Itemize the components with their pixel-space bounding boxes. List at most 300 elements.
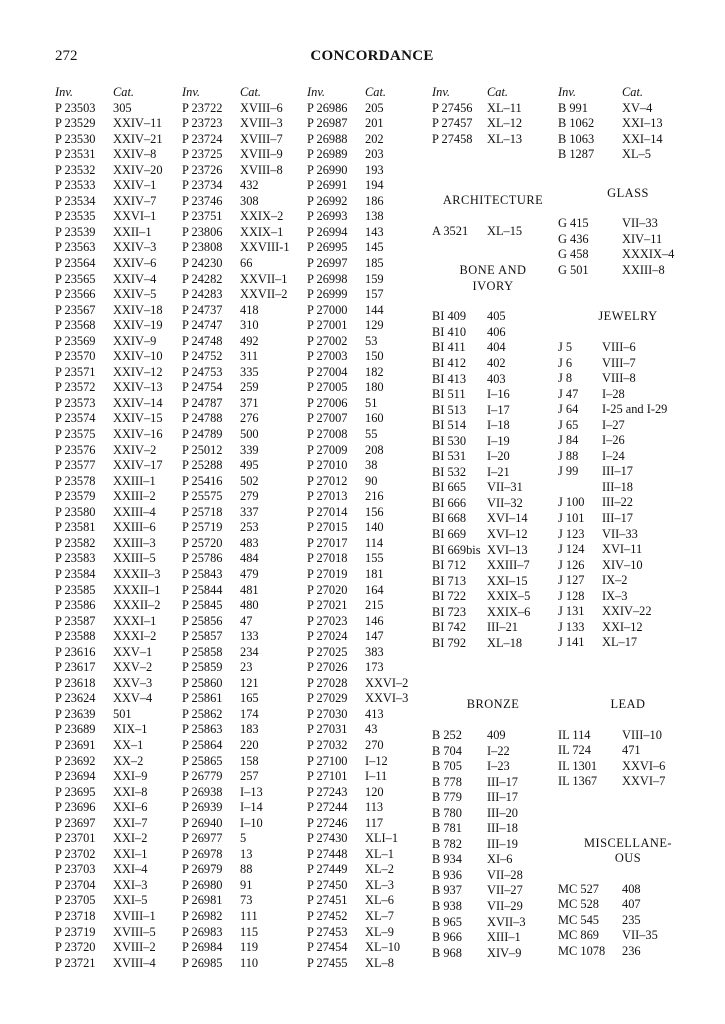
inventory-number: P 27025 <box>307 644 348 659</box>
inventory-number: P 27019 <box>307 566 348 581</box>
catalogue-number: XXXII–2 <box>113 598 161 613</box>
inventory-number: BI 712 <box>432 558 467 573</box>
concordance-row <box>432 496 554 512</box>
inventory-number: P 24283 <box>182 287 223 302</box>
catalogue-number: 310 <box>240 318 259 333</box>
catalogue-number: 335 <box>240 364 259 379</box>
inventory-number: P 27450 <box>307 877 348 892</box>
catalogue-number: XXI–12 <box>602 619 643 634</box>
catalogue-number: 182 <box>365 364 384 379</box>
inventory-number: J 126 <box>558 557 585 572</box>
catalogue-number: 404 <box>487 340 506 355</box>
inventory-number: P 23616 <box>55 644 96 659</box>
inventory-number: P 23566 <box>55 287 96 302</box>
catalogue-number: XXIII–8 <box>622 262 665 277</box>
column-4 <box>432 85 554 961</box>
catalogue-number: 159 <box>365 271 384 286</box>
inventory-number: P 27017 <box>307 535 348 550</box>
inventory-number: P 26938 <box>182 784 223 799</box>
concordance-row <box>307 380 429 396</box>
inventory-number: P 23570 <box>55 349 96 364</box>
inventory-number: P 23618 <box>55 675 96 690</box>
inventory-number: P 25864 <box>182 737 223 752</box>
inventory-number: P 25288 <box>182 458 223 473</box>
inventory-number: MC 1078 <box>558 943 606 958</box>
inventory-number: BI 666 <box>432 495 467 510</box>
inventory-number: B 781 <box>432 821 462 836</box>
concordance-row <box>182 411 304 427</box>
catalogue-number: XL–13 <box>487 131 523 146</box>
inventory-number: P 27452 <box>307 908 348 923</box>
catalogue-number: XVIII–6 <box>240 100 283 115</box>
inventory-number: B 1287 <box>558 147 595 162</box>
catalogue-number: VII–33 <box>602 526 638 541</box>
concordance-row <box>55 629 180 645</box>
concordance-row <box>55 474 180 490</box>
catalogue-number: XXIV–9 <box>113 333 157 348</box>
inventory-number: P 26980 <box>182 877 223 892</box>
inventory-number: P 23704 <box>55 877 96 892</box>
catalogue-number: VII–33 <box>622 216 658 231</box>
concordance-row <box>307 614 429 630</box>
catalogue-number: 501 <box>113 706 132 721</box>
concordance-row <box>182 956 304 972</box>
concordance-row <box>432 558 554 574</box>
catalogue-number: XXIII–7 <box>487 558 530 573</box>
catalogue-number: 23 <box>240 660 253 675</box>
concordance-row <box>307 536 429 552</box>
concordance-row <box>307 303 429 319</box>
catalogue-number: 110 <box>240 955 259 970</box>
catalogue-number: 55 <box>365 427 378 442</box>
inventory-number: B 705 <box>432 759 462 774</box>
inventory-number: P 25865 <box>182 753 223 768</box>
concordance-row <box>182 567 304 583</box>
catalogue-number: XXVII–2 <box>240 287 288 302</box>
catalogue-number: VIII–6 <box>602 340 636 355</box>
catalogue-number: 383 <box>365 644 384 659</box>
inventory-number: P 25863 <box>182 722 223 737</box>
catalogue-number: XXIV–6 <box>113 256 157 271</box>
catalogue-number: 481 <box>240 582 259 597</box>
concordance-row <box>182 520 304 536</box>
catalogue-number: XXVI–2 <box>365 675 409 690</box>
inventory-number: G 501 <box>558 262 589 277</box>
catalogue-number: 409 <box>487 727 506 742</box>
page-header <box>55 48 689 70</box>
inventory-number: BI 409 <box>432 309 467 324</box>
concordance-row <box>432 309 554 325</box>
catalogue-number: 492 <box>240 333 259 348</box>
inventory-number: P 23577 <box>55 458 96 473</box>
inventory-number: J 131 <box>558 604 585 619</box>
catalogue-number: 402 <box>487 356 506 371</box>
concordance-row <box>307 754 429 770</box>
inventory-number: P 27024 <box>307 629 348 644</box>
inventory-number: IL 724 <box>558 743 591 758</box>
inventory-number: P 27000 <box>307 302 348 317</box>
concordance-row <box>182 334 304 350</box>
inventory-number: P 23701 <box>55 831 96 846</box>
inventory-number: P 27005 <box>307 380 348 395</box>
concordance-row <box>182 691 304 707</box>
catalogue-number: 73 <box>240 893 253 908</box>
catalogue-number: I–20 <box>487 449 510 464</box>
inventory-number: P 23692 <box>55 753 96 768</box>
concordance-row <box>55 691 180 707</box>
concordance-row <box>558 913 698 929</box>
catalogue-number: XL–17 <box>602 635 638 650</box>
inventory-number: G 458 <box>558 247 589 262</box>
catalogue-number: XL–8 <box>365 955 394 970</box>
inventory-number: P 23580 <box>55 504 96 519</box>
concordance-row <box>182 303 304 319</box>
catalogue-number: XXVII–1 <box>240 271 288 286</box>
concordance-row <box>307 785 429 801</box>
inventory-number: P 26993 <box>307 209 348 224</box>
concordance-row <box>55 147 180 163</box>
concordance-row <box>55 489 180 505</box>
catalogue-number: XIX–1 <box>113 722 148 737</box>
inventory-number: P 23694 <box>55 769 96 784</box>
catalogue-number: I–23 <box>487 759 510 774</box>
inventory-number: B 779 <box>432 790 462 805</box>
catalogue-number: 146 <box>365 613 384 628</box>
catalogue-number: XXIV–15 <box>113 411 163 426</box>
catalogue-number: VII–27 <box>487 883 523 898</box>
inventory-number: J 123 <box>558 526 585 541</box>
inventory-number: P 25575 <box>182 489 223 504</box>
inventory-number: BI 412 <box>432 356 467 371</box>
concordance-row <box>307 940 429 956</box>
inventory-number: P 24747 <box>182 318 223 333</box>
concordance-row <box>182 380 304 396</box>
column-5 <box>558 85 698 960</box>
inventory-number: P 23806 <box>182 224 223 239</box>
inventory-number: P 23531 <box>55 147 96 162</box>
catalogue-number: XXV–3 <box>113 675 153 690</box>
concordance-row <box>558 604 698 620</box>
inventory-number: B 780 <box>432 805 462 820</box>
concordance-row <box>432 101 554 117</box>
catalogue-number: 117 <box>365 815 384 830</box>
concordance-row <box>307 583 429 599</box>
catalogue-number: 90 <box>365 473 378 488</box>
concordance-row <box>55 878 180 894</box>
catalogue-number: 138 <box>365 209 384 224</box>
concordance-row <box>55 443 180 459</box>
catalogue-number: 432 <box>240 178 259 193</box>
inventory-number: P 27023 <box>307 613 348 628</box>
catalogue-number: 115 <box>240 924 259 939</box>
concordance-row <box>432 915 554 931</box>
concordance-row <box>182 163 304 179</box>
catalogue-number: XXIV–18 <box>113 302 163 317</box>
concordance-row <box>182 349 304 365</box>
inventory-number: P 24282 <box>182 271 223 286</box>
catalogue-number: VII–32 <box>487 495 523 510</box>
concordance-row <box>307 489 429 505</box>
catalogue-number: XL–10 <box>365 940 401 955</box>
catalogue-number: XXV–1 <box>113 644 153 659</box>
concordance-row <box>558 116 698 132</box>
inventory-number: P 26981 <box>182 893 223 908</box>
inventory-number: B 934 <box>432 852 462 867</box>
catalogue-number: VII–31 <box>487 480 523 495</box>
catalogue-number: 220 <box>240 737 259 752</box>
concordance-row <box>182 240 304 256</box>
catalogue-number: 480 <box>240 598 259 613</box>
inventory-number: P 23530 <box>55 131 96 146</box>
inventory-number: P 27101 <box>307 769 348 784</box>
inventory-number: P 27012 <box>307 473 348 488</box>
catalogue-number: III–20 <box>487 805 518 820</box>
catalogue-number: XXIV–3 <box>113 240 157 255</box>
concordance-row <box>307 862 429 878</box>
catalogue-number: 91 <box>240 877 253 892</box>
catalogue-number: XV–4 <box>622 100 653 115</box>
catalogue-number: 279 <box>240 489 259 504</box>
concordance-row <box>307 272 429 288</box>
catalogue-number: 308 <box>240 193 259 208</box>
concordance-row <box>182 831 304 847</box>
concordance-row <box>432 132 554 148</box>
catalogue-number: XXVI–3 <box>365 691 409 706</box>
catalogue-number: XVIII–4 <box>113 955 156 970</box>
inventory-number: B 704 <box>432 743 462 758</box>
inventory-number: P 23702 <box>55 846 96 861</box>
catalogue-number: XVIII–5 <box>113 924 156 939</box>
inventory-number: G 415 <box>558 216 589 231</box>
inventory-number: P 23565 <box>55 271 96 286</box>
inventory-number: P 26977 <box>182 831 223 846</box>
concordance-row <box>307 520 429 536</box>
inventory-number: J 88 <box>558 448 579 463</box>
catalogue-number: 235 <box>622 912 641 927</box>
inventory-number: B 937 <box>432 883 462 898</box>
catalogue-number: XXIII–5 <box>113 551 156 566</box>
inventory-number: BI 413 <box>432 371 467 386</box>
inventory-number: P 27457 <box>432 116 473 131</box>
inventory-number: P 27244 <box>307 800 348 815</box>
catalogue-number: XXVIII-1 <box>240 240 290 255</box>
concordance-row <box>558 147 698 163</box>
catalogue-number: XL–9 <box>365 924 394 939</box>
catalogue-number: XXIV–20 <box>113 162 163 177</box>
concordance-row <box>558 464 698 480</box>
inventory-number: P 23571 <box>55 364 96 379</box>
concordance-row <box>307 318 429 334</box>
concordance-row <box>55 178 180 194</box>
concordance-row <box>55 645 180 661</box>
catalogue-number: 216 <box>365 489 384 504</box>
catalogue-number: 164 <box>365 582 384 597</box>
catalogue-number: XXIII–1 <box>113 473 156 488</box>
inventory-number: B 782 <box>432 836 462 851</box>
concordance-row <box>55 769 180 785</box>
catalogue-number: 129 <box>365 318 384 333</box>
catalogue-number: XVIII–7 <box>240 131 283 146</box>
concordance-row <box>55 427 180 443</box>
inventory-number: P 25860 <box>182 675 223 690</box>
catalogue-number: 405 <box>487 309 506 324</box>
catalogue-number: III–21 <box>487 620 518 635</box>
concordance-row <box>307 707 429 723</box>
concordance-row <box>55 551 180 567</box>
concordance-row <box>558 928 698 944</box>
concordance-row <box>558 232 698 248</box>
concordance-row <box>182 785 304 801</box>
concordance-row <box>432 775 554 791</box>
catalogue-number: I–21 <box>487 464 510 479</box>
catalogue-number: I–18 <box>487 418 510 433</box>
catalogue-number: 173 <box>365 660 384 675</box>
page-title: CONCORDANCE <box>310 48 434 64</box>
catalogue-number: XL–1 <box>365 846 394 861</box>
inventory-number: P 23563 <box>55 240 96 255</box>
catalogue-number: 500 <box>240 427 259 442</box>
inventory-number: P 23529 <box>55 116 96 131</box>
inventory-number: BI 410 <box>432 324 467 339</box>
catalogue-number: III–17 <box>602 511 633 526</box>
catalogue-number: III–19 <box>487 836 518 851</box>
catalogue-number: XXIV–4 <box>113 271 157 286</box>
inventory-number: P 27430 <box>307 831 348 846</box>
catalogue-number: XIV–9 <box>487 945 522 960</box>
concordance-row <box>55 816 180 832</box>
column-header: Inv. Cat. <box>432 85 508 99</box>
concordance-row <box>182 614 304 630</box>
catalogue-number: I–11 <box>365 769 388 784</box>
inventory-number: P 24752 <box>182 349 223 364</box>
inventory-number: P 24788 <box>182 411 223 426</box>
concordance-row <box>307 660 429 676</box>
concordance-row <box>55 396 180 412</box>
catalogue-number: I–26 <box>602 433 625 448</box>
inventory-number: P 26983 <box>182 924 223 939</box>
concordance-row <box>55 614 180 630</box>
concordance-row <box>307 551 429 567</box>
concordance-row <box>432 620 554 636</box>
inventory-number: P 23583 <box>55 551 96 566</box>
catalogue-number: 155 <box>365 551 384 566</box>
catalogue-number: XXXIX–4 <box>622 247 675 262</box>
catalogue-number: XXIV–1 <box>113 178 157 193</box>
concordance-row <box>558 743 698 759</box>
concordance-row <box>432 465 554 481</box>
inventory-number: B 968 <box>432 945 462 960</box>
catalogue-number: XXIV–7 <box>113 193 157 208</box>
column-header: Inv. Cat. <box>307 85 386 99</box>
inventory-number: P 25859 <box>182 660 223 675</box>
inventory-number: P 27004 <box>307 364 348 379</box>
inventory-number: P 27454 <box>307 940 348 955</box>
inventory-number: P 27026 <box>307 660 348 675</box>
catalogue-number: XVIII–8 <box>240 162 283 177</box>
catalogue-number: XXXII–3 <box>113 566 161 581</box>
column-3 <box>307 85 429 971</box>
column-header: Inv. Cat. <box>558 85 643 99</box>
inventory-number: P 27009 <box>307 442 348 457</box>
inventory-number: P 25844 <box>182 582 223 597</box>
catalogue-number: 5 <box>240 831 247 846</box>
catalogue-number: XVI–13 <box>487 542 528 557</box>
concordance-row <box>307 427 429 443</box>
concordance-row <box>307 458 429 474</box>
catalogue-number: XL–15 <box>487 223 523 238</box>
concordance-row <box>432 930 554 946</box>
catalogue-number: 407 <box>622 897 641 912</box>
inventory-number: P 27456 <box>432 100 473 115</box>
concordance-row <box>182 847 304 863</box>
catalogue-number: 408 <box>622 881 641 896</box>
concordance-row <box>307 956 429 972</box>
inventory-number: MC 869 <box>558 928 599 943</box>
inventory-number: P 23532 <box>55 162 96 177</box>
inventory-number: P 24787 <box>182 395 223 410</box>
concordance-row <box>182 272 304 288</box>
concordance-row <box>55 862 180 878</box>
concordance-row <box>55 925 180 941</box>
inventory-number: P 26987 <box>307 116 348 131</box>
inventory-number: B 778 <box>432 774 462 789</box>
inventory-number: BI 514 <box>432 418 467 433</box>
inventory-number: P 23720 <box>55 940 96 955</box>
inventory-number: P 26979 <box>182 862 223 877</box>
inventory-number: P 23503 <box>55 100 96 115</box>
catalogue-number: VIII–7 <box>602 355 636 370</box>
column-2 <box>182 85 304 971</box>
catalogue-number: I–27 <box>602 417 625 432</box>
catalogue-number: 160 <box>365 411 384 426</box>
concordance-row <box>432 356 554 372</box>
concordance-row <box>307 598 429 614</box>
concordance-row <box>558 216 698 232</box>
catalogue-number: XXIV–10 <box>113 349 163 364</box>
inventory-number: P 23587 <box>55 613 96 628</box>
concordance-row <box>182 660 304 676</box>
concordance-row <box>558 944 698 960</box>
concordance-row <box>558 480 698 496</box>
catalogue-number: VII–29 <box>487 898 523 913</box>
concordance-row <box>307 334 429 350</box>
concordance-row <box>182 536 304 552</box>
concordance-row <box>307 209 429 225</box>
inventory-number: P 26999 <box>307 287 348 302</box>
catalogue-number: XXIV–22 <box>602 604 652 619</box>
catalogue-number: I–16 <box>487 387 510 402</box>
concordance-row <box>307 474 429 490</box>
inventory-number: P 27455 <box>307 955 348 970</box>
concordance-row <box>307 505 429 521</box>
concordance-row <box>182 256 304 272</box>
catalogue-number: 180 <box>365 380 384 395</box>
inventory-number: P 23534 <box>55 193 96 208</box>
catalogue-number: XXIV–2 <box>113 442 157 457</box>
catalogue-number: 113 <box>365 800 384 815</box>
inventory-number: P 27018 <box>307 551 348 566</box>
inventory-number: BI 665 <box>432 480 467 495</box>
inventory-number: P 25857 <box>182 629 223 644</box>
inventory-number: P 23569 <box>55 333 96 348</box>
catalogue-number: XXIII–3 <box>113 535 156 550</box>
concordance-row <box>55 116 180 132</box>
concordance-row <box>182 458 304 474</box>
catalogue-number: 202 <box>365 131 384 146</box>
catalogue-number: 276 <box>240 411 259 426</box>
catalogue-number: XXI–8 <box>113 784 148 799</box>
inventory-number: P 26779 <box>182 769 223 784</box>
